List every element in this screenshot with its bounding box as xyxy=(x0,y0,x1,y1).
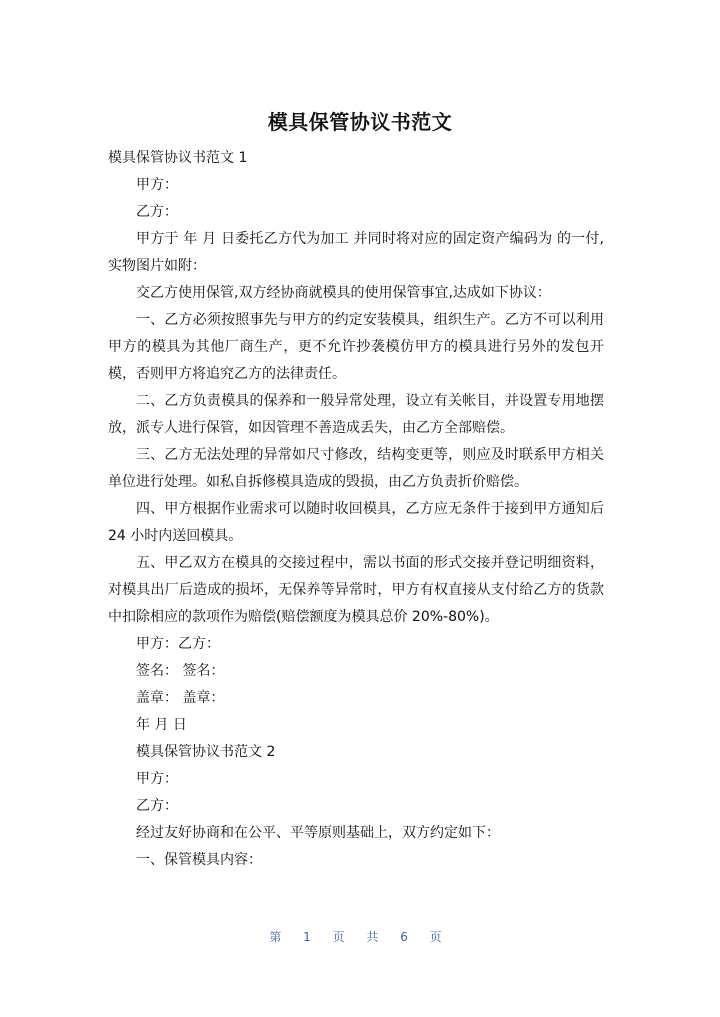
signature-names: 签名： 签名： xyxy=(136,663,225,679)
paragraph-entrust: 甲方于 年 月 日委托乙方代为加工 并同时将对应的固定资产编码为 的一付,实物图片如附： xyxy=(108,231,604,274)
signature-parties: 甲方：乙方： xyxy=(136,636,220,652)
signature-date: 年 月 日 xyxy=(136,717,187,733)
clause-4: 四、甲方根据作业需求可以随时收回模具，乙方应无条件于接到甲方通知后 24 小时内送回模具。 xyxy=(108,501,604,544)
party-a-line: 甲方： xyxy=(136,177,178,193)
page-footer: 第 1 页 共 6 页 xyxy=(269,930,451,944)
party-b-line: 乙方： xyxy=(136,204,178,220)
signature-seals: 盖章： 盖章： xyxy=(136,690,225,706)
paragraph-agreement-intro: 交乙方使用保管,双方经协商就模具的使用保管事宜,达成如下协议： xyxy=(136,285,551,301)
paragraph-consultation: 经过友好协商和在公平、平等原则基础上，双方约定如下： xyxy=(136,825,500,841)
clause-5: 五、甲乙双方在模具的交接过程中，需以书面的形式交接并登记明细资料，对模具出厂后造成的损坏，无保养等异常时，甲方有权直接从支付给乙方的货款中扣除相应的款项作为赔偿(赔偿额度为模具总价 20%-80%)。 xyxy=(108,555,604,625)
clause-1: 一、乙方必须按照事先与甲方的约定安装模具，组织生产。乙方不可以利用甲方的模具为其他厂商生产，更不允许抄袭模仿甲方的模具进行另外的发包开模，否则甲方将追究乙方的法律责任。 xyxy=(108,312,604,382)
document-title: 模具保管协议书范文 xyxy=(267,110,453,134)
clause-3: 三、乙方无法处理的异常如尺寸修改，结构变更等，则应及时联系甲方相关单位进行处理。如私自拆修模具造成的毁损，由乙方负责折价赔偿。 xyxy=(108,447,604,490)
party-a-line-2: 甲方： xyxy=(136,771,178,787)
clause-2-1: 一、保管模具内容： xyxy=(136,852,262,868)
clause-2: 二、乙方负责模具的保养和一般异常处理，设立有关帐目，并设置专用地摆放，派专人进行保管，如因管理不善造成丢失，由乙方全部赔偿。 xyxy=(108,393,604,436)
document-body xyxy=(108,145,604,874)
party-b-line-2: 乙方： xyxy=(136,798,178,814)
section-heading-1: 模具保管协议书范文 1 xyxy=(108,150,248,166)
section-heading-2: 模具保管协议书范文 2 xyxy=(136,744,276,760)
